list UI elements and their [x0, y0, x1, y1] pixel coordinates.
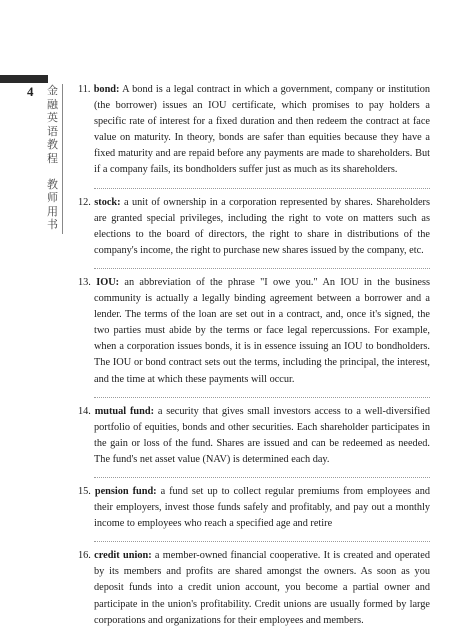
entry-text	[78, 484, 430, 532]
entry-divider	[94, 477, 430, 478]
entry-text	[78, 275, 430, 388]
entry-text	[78, 195, 430, 259]
entry-term: bond:	[93, 84, 120, 95]
entry-term: IOU:	[96, 276, 120, 288]
entry-text	[78, 548, 430, 628]
entry-number: 12.	[78, 196, 91, 208]
entry-definition: a unit of ownership in a corporation represented by shares. Shareholders are granted special privileges, including the right to vote on matters such as elections to the board of directors, the right to share in distributions of the company's income, the right to purchase new shares issued by the company, etc.	[94, 196, 430, 256]
entry-text	[78, 404, 430, 468]
title-char: 教	[47, 177, 58, 191]
entry-number: 16.	[78, 550, 91, 562]
entry-divider	[94, 541, 430, 542]
title-char: 程	[47, 151, 58, 165]
glossary-entry-pension-fund	[78, 484, 430, 532]
entry-definition: a security that gives small investors access to a well-diversified portfolio of equities, bonds and other securities. Each shareholder participates in the gain or loss of the fund. Shares are issued and can be redeemed as needed. The fund's net asset value (NAV) is determined each day.	[94, 405, 430, 465]
entry-term: mutual fund:	[94, 405, 155, 417]
glossary-entry-mutual-fund	[78, 404, 430, 468]
entry-divider	[94, 268, 430, 269]
entry-term: stock:	[94, 196, 121, 208]
title-char: 融	[47, 97, 58, 111]
title-char: 教	[47, 138, 58, 152]
entry-term: credit union:	[94, 550, 152, 562]
entry-definition: a member-owned financial cooperative. It is created and operated by its members and profits are shared amongst the owners. As soon as you deposit funds into a credit union account, you become a partial owner and participate in the union's profitability. Credit unions are usually formed by large corporations and organizations for their employees and members.	[94, 550, 431, 626]
entry-definition: an abbreviation of the phrase "I owe you." An IOU in the business community is actually a legally binding agreement between a borrower and a lender. The terms of the loan are set out in a contract, and, once it's signed, the two parties must abide by the terms or face legal repercussions. For example, when a corporation issues bonds, it is in essence issuing an IOU to bondholders. The IOU or bond contract sets out the terms, including the principal, the interest, and the time at which these payments will occur.	[94, 276, 431, 385]
entry-term: pension fund:	[94, 485, 157, 497]
glossary-entry-iou	[78, 275, 430, 388]
title-char: 金	[47, 84, 58, 97]
entry-number: 14.	[78, 405, 91, 417]
title-char: 英	[47, 111, 58, 125]
entry-definition: a fund set up to collect regular premiums from employees and their employers, invest those funds safely and profitably, and pay out a monthly income to employees who reach a specified age and retire	[94, 485, 431, 530]
entry-number: 11.	[78, 84, 91, 95]
glossary-list	[78, 82, 430, 638]
entry-number: 13.	[78, 276, 91, 288]
page-number: 4	[27, 84, 34, 99]
title-gap	[46, 166, 59, 178]
entry-number: 15.	[78, 485, 91, 497]
margin-divider	[62, 84, 63, 234]
glossary-entry-credit-union	[78, 548, 430, 628]
title-char: 师	[47, 191, 58, 205]
header-rule	[0, 75, 48, 83]
title-char: 语	[47, 124, 58, 138]
book-title-vertical	[46, 84, 59, 232]
entry-text	[78, 82, 430, 179]
entry-divider	[94, 397, 430, 398]
title-char: 用	[47, 204, 58, 218]
glossary-entry-bond	[78, 82, 430, 179]
title-char: 书	[47, 218, 58, 232]
entry-divider	[94, 188, 430, 189]
entry-definition: A bond is a legal contract in which a government, company or institution (the borrower) issues an IOU certificate, which promises to pay holders a specific rate of interest for a fixed duration and then redeem the contract at face value on maturity. In theory, bonds are safer than equities because they have a fixed maturity and are repaid before any payments are made to shareholders. But if a company fails, its bondholders suffer just as much as its shareholders.	[94, 84, 431, 176]
glossary-entry-stock	[78, 195, 430, 259]
